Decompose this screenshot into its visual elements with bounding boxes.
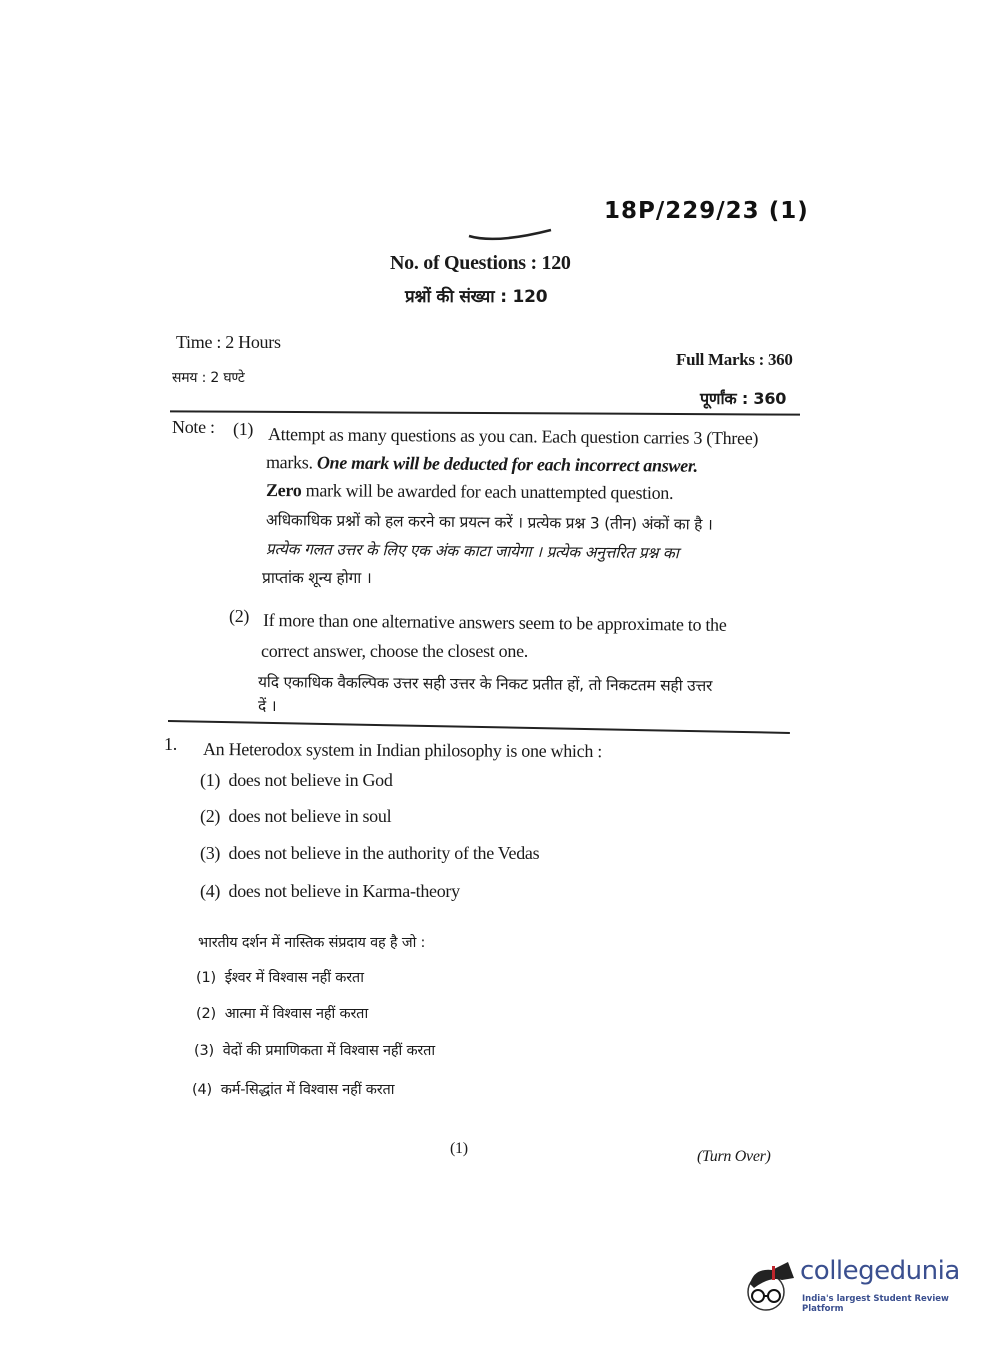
note-text: marks. (265, 452, 313, 473)
question-text-en: An Heterodox system in Indian philosophy is one which : (202, 739, 603, 762)
note-1-line (266, 480, 673, 504)
brand-name: collegedunia (800, 1256, 960, 1286)
note-text: mark will be awarded for each unattempted question. (305, 480, 674, 503)
full-marks-hi: पूर्णांक : 360 (700, 389, 787, 408)
option-4-hi: (4) कर्म-सिद्धांत में विश्वास नहीं करता (192, 1082, 395, 1098)
question-number: 1. (164, 734, 177, 754)
turn-over: (Turn Over) (697, 1148, 771, 1165)
brand-tagline: India's largest Student Review Platform (802, 1294, 949, 1314)
time-hi: समय : 2 घण्टे (172, 370, 245, 386)
option-2: (2) does not believe in soul (200, 806, 392, 826)
num-questions-hi: प्रश्नों की संख्या : 120 (405, 287, 548, 307)
mascot-icon (742, 1250, 802, 1320)
note-2-number: (2) (229, 606, 250, 626)
note-1-hindi: अधिकाधिक प्रश्नों को हल करने का प्रयत्न करें । प्रत्येक प्रश्न 3 (तीन) अंकों का है । (265, 511, 713, 534)
num-questions-en: No. of Questions : 120 (390, 252, 571, 274)
collegedunia-watermark (742, 1250, 972, 1320)
note-emphasis: One mark will be deducted for each incorrect answer. (316, 452, 698, 476)
option-2-hi: (2) आत्मा में विश्वास नहीं करता (196, 1006, 368, 1022)
divider (170, 410, 800, 415)
time-en: Time : 2 Hours (176, 332, 281, 352)
option-3: (3) does not believe in the authority of the Vedas (200, 843, 540, 863)
full-marks-en: Full Marks : 360 (676, 350, 793, 369)
note-1-hindi: प्राप्तांक शून्य होगा । (262, 569, 372, 587)
note-emphasis: Zero (265, 480, 302, 501)
note-2-line: correct answer, choose the closest one. (261, 641, 528, 661)
option-3-hi: (3) वेदों की प्रमाणिकता में विश्वास नहीं करता (194, 1043, 435, 1059)
note-1-hindi: प्रत्येक गलत उत्तर के लिए एक अंक काटा जायेगा । प्रत्येक अनुत्तरित प्रश्न का (265, 540, 679, 563)
option-1: (1) does not believe in God (200, 770, 393, 790)
note-2-hindi: दें । (258, 697, 277, 715)
note-2-hindi: यदि एकाधिक वैकल्पिक उत्तर सही उत्तर के निकट प्रतीत हों, तो निकटतम सही उत्तर (257, 673, 713, 695)
option-1-hi: (1) ईश्वर में विश्वास नहीं करता (196, 970, 364, 986)
page-number: (1) (450, 1140, 468, 1157)
option-4: (4) does not believe in Karma-theory (200, 881, 460, 901)
paper-code: 18P/229/23 (1) (604, 198, 809, 224)
pen-stroke-mark (466, 226, 556, 246)
note-1-line (266, 452, 698, 477)
note-1-line: Attempt as many questions as you can. Each question carries 3 (Three) (267, 424, 759, 449)
question-text-hi: भारतीय दर्शन में नास्तिक संप्रदाय वह है जो : (198, 935, 426, 951)
note-label: Note : (172, 417, 215, 437)
divider (168, 720, 790, 734)
note-1-number: (1) (233, 419, 254, 439)
note-2-line: If more than one alternative answers seem to be approximate to the (262, 610, 727, 635)
